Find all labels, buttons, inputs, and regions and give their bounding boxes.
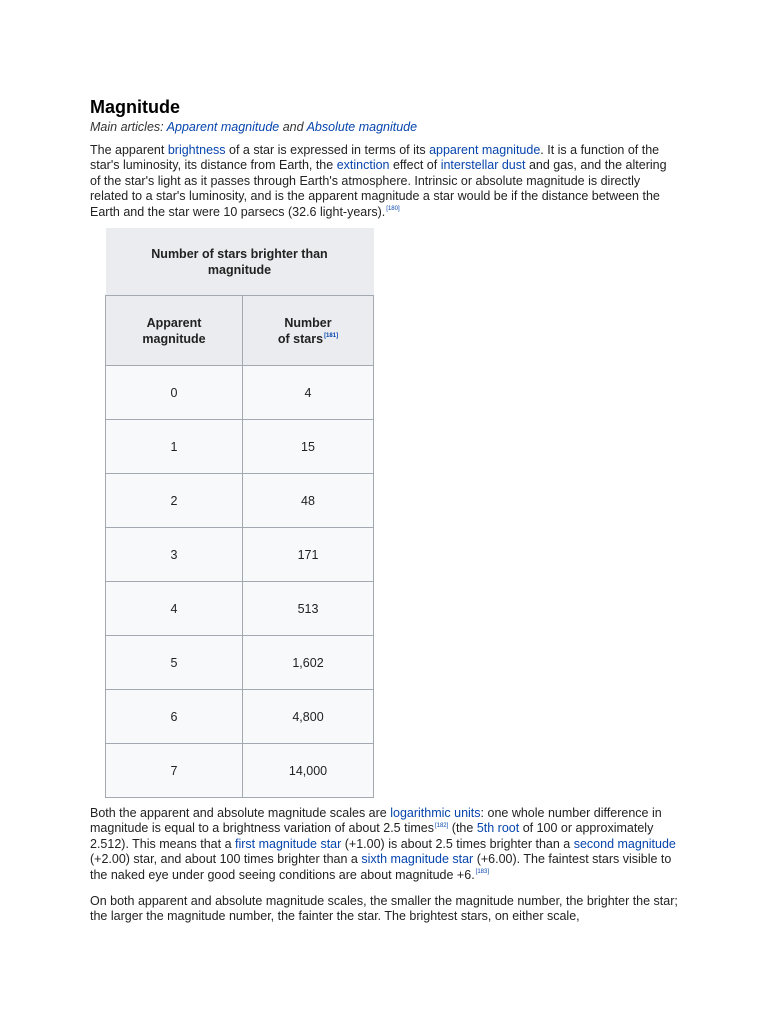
text-run: . It is a function of the star's luminosity, its distance from Earth, the: [90, 143, 660, 173]
table-row: [106, 636, 374, 690]
link-second-magnitude[interactable]: second magnitude: [573, 836, 676, 851]
citation-182[interactable]: [182]: [434, 823, 449, 830]
citation-180[interactable]: [180]: [386, 206, 400, 213]
table-caption: Number of stars brighter than magnitude: [106, 228, 374, 296]
paragraph-scale-direction: On both apparent and absolute magnitude scales, the smaller the magnitude number, the brighter the star; the larger the magnitude number, the fainter the star. The brightest stars, on either scale,: [90, 894, 678, 924]
cell-star-count: 513: [243, 582, 374, 636]
link-first-magnitude-star[interactable]: first magnitude star: [235, 836, 342, 851]
cell-magnitude: 4: [106, 582, 243, 636]
text-run: effect of: [389, 158, 441, 173]
text-run: (+1.00) is about 2.5 times brighter than a: [341, 836, 574, 851]
cell-star-count: 4: [243, 366, 374, 420]
link-extinction[interactable]: extinction: [336, 158, 390, 173]
paragraph-intro: [90, 143, 680, 220]
cell-star-count: 171: [243, 528, 374, 582]
hatnote-middle: and: [279, 120, 307, 134]
table-row: [106, 744, 374, 798]
cell-star-count: 14,000: [243, 744, 374, 798]
link-absolute-magnitude-article[interactable]: Absolute magnitude: [306, 120, 418, 134]
table-row: [106, 582, 374, 636]
cell-magnitude: 1: [106, 420, 243, 474]
citation-183[interactable]: [183]: [475, 869, 490, 876]
citation-181[interactable]: [181]: [324, 333, 339, 340]
text-run: of a star is expressed in terms of its: [225, 143, 430, 157]
link-interstellar-dust[interactable]: interstellar dust: [440, 158, 526, 173]
col-header-line2: of stars: [277, 331, 324, 346]
magnitude-table: [105, 228, 374, 798]
cell-magnitude: 6: [106, 690, 243, 744]
cell-star-count: 4,800: [243, 690, 374, 744]
col-header-number-of-stars: [243, 296, 374, 366]
table-row: [106, 366, 374, 420]
table-row: [106, 528, 374, 582]
text-run: and gas, and the altering of the star's light as it passes through Earth's atmosphere. Intrinsic or absolute magnitude is directly related to a star's luminosity, and is the apparent magnitude a star would be if the distance between the Earth and the star were 10 parsecs (32.6 light-years).: [90, 158, 667, 219]
cell-magnitude: 0: [106, 366, 243, 420]
link-logarithmic-units[interactable]: logarithmic units: [390, 806, 481, 820]
link-brightness[interactable]: brightness: [167, 143, 226, 157]
link-apparent-magnitude[interactable]: apparent magnitude: [429, 143, 541, 157]
cell-magnitude: 7: [106, 744, 243, 798]
text-run: (+2.00) star, and about 100 times brighter than a: [90, 852, 362, 867]
cell-star-count: 48: [243, 474, 374, 528]
text-run: (+6.00). The faintest stars visible to the naked eye under good seeing conditions are about magnitude +6.: [90, 852, 672, 882]
hatnote-prefix: Main articles:: [90, 120, 167, 134]
section-heading: Magnitude: [90, 97, 180, 117]
cell-magnitude: 5: [106, 636, 243, 690]
link-sixth-magnitude-star[interactable]: sixth magnitude star: [361, 852, 474, 867]
table-row: [106, 420, 374, 474]
col-header-apparent-magnitude: Apparent magnitude: [106, 296, 243, 366]
text-run: : one whole number difference in magnitude is equal to a brightness variation of about 2.5 times: [90, 806, 662, 836]
cell-magnitude: 3: [106, 528, 243, 582]
table-row: [106, 690, 374, 744]
paragraph-logarithmic: [90, 806, 680, 883]
cell-magnitude: 2: [106, 474, 243, 528]
cell-star-count: 1,602: [243, 636, 374, 690]
text-run: (the: [448, 821, 477, 836]
table-row: [106, 474, 374, 528]
link-apparent-magnitude-article[interactable]: Apparent magnitude: [166, 120, 280, 134]
text-run: Both the apparent and absolute magnitude scales are: [90, 806, 391, 820]
link-5th-root[interactable]: 5th root: [476, 821, 520, 836]
cell-star-count: 15: [243, 420, 374, 474]
text-run: The apparent: [90, 143, 168, 157]
col-header-line1: Number: [284, 315, 332, 330]
hatnote: [90, 119, 417, 135]
text-run: of 100 or approximately 2.512). This means that a: [90, 821, 654, 851]
